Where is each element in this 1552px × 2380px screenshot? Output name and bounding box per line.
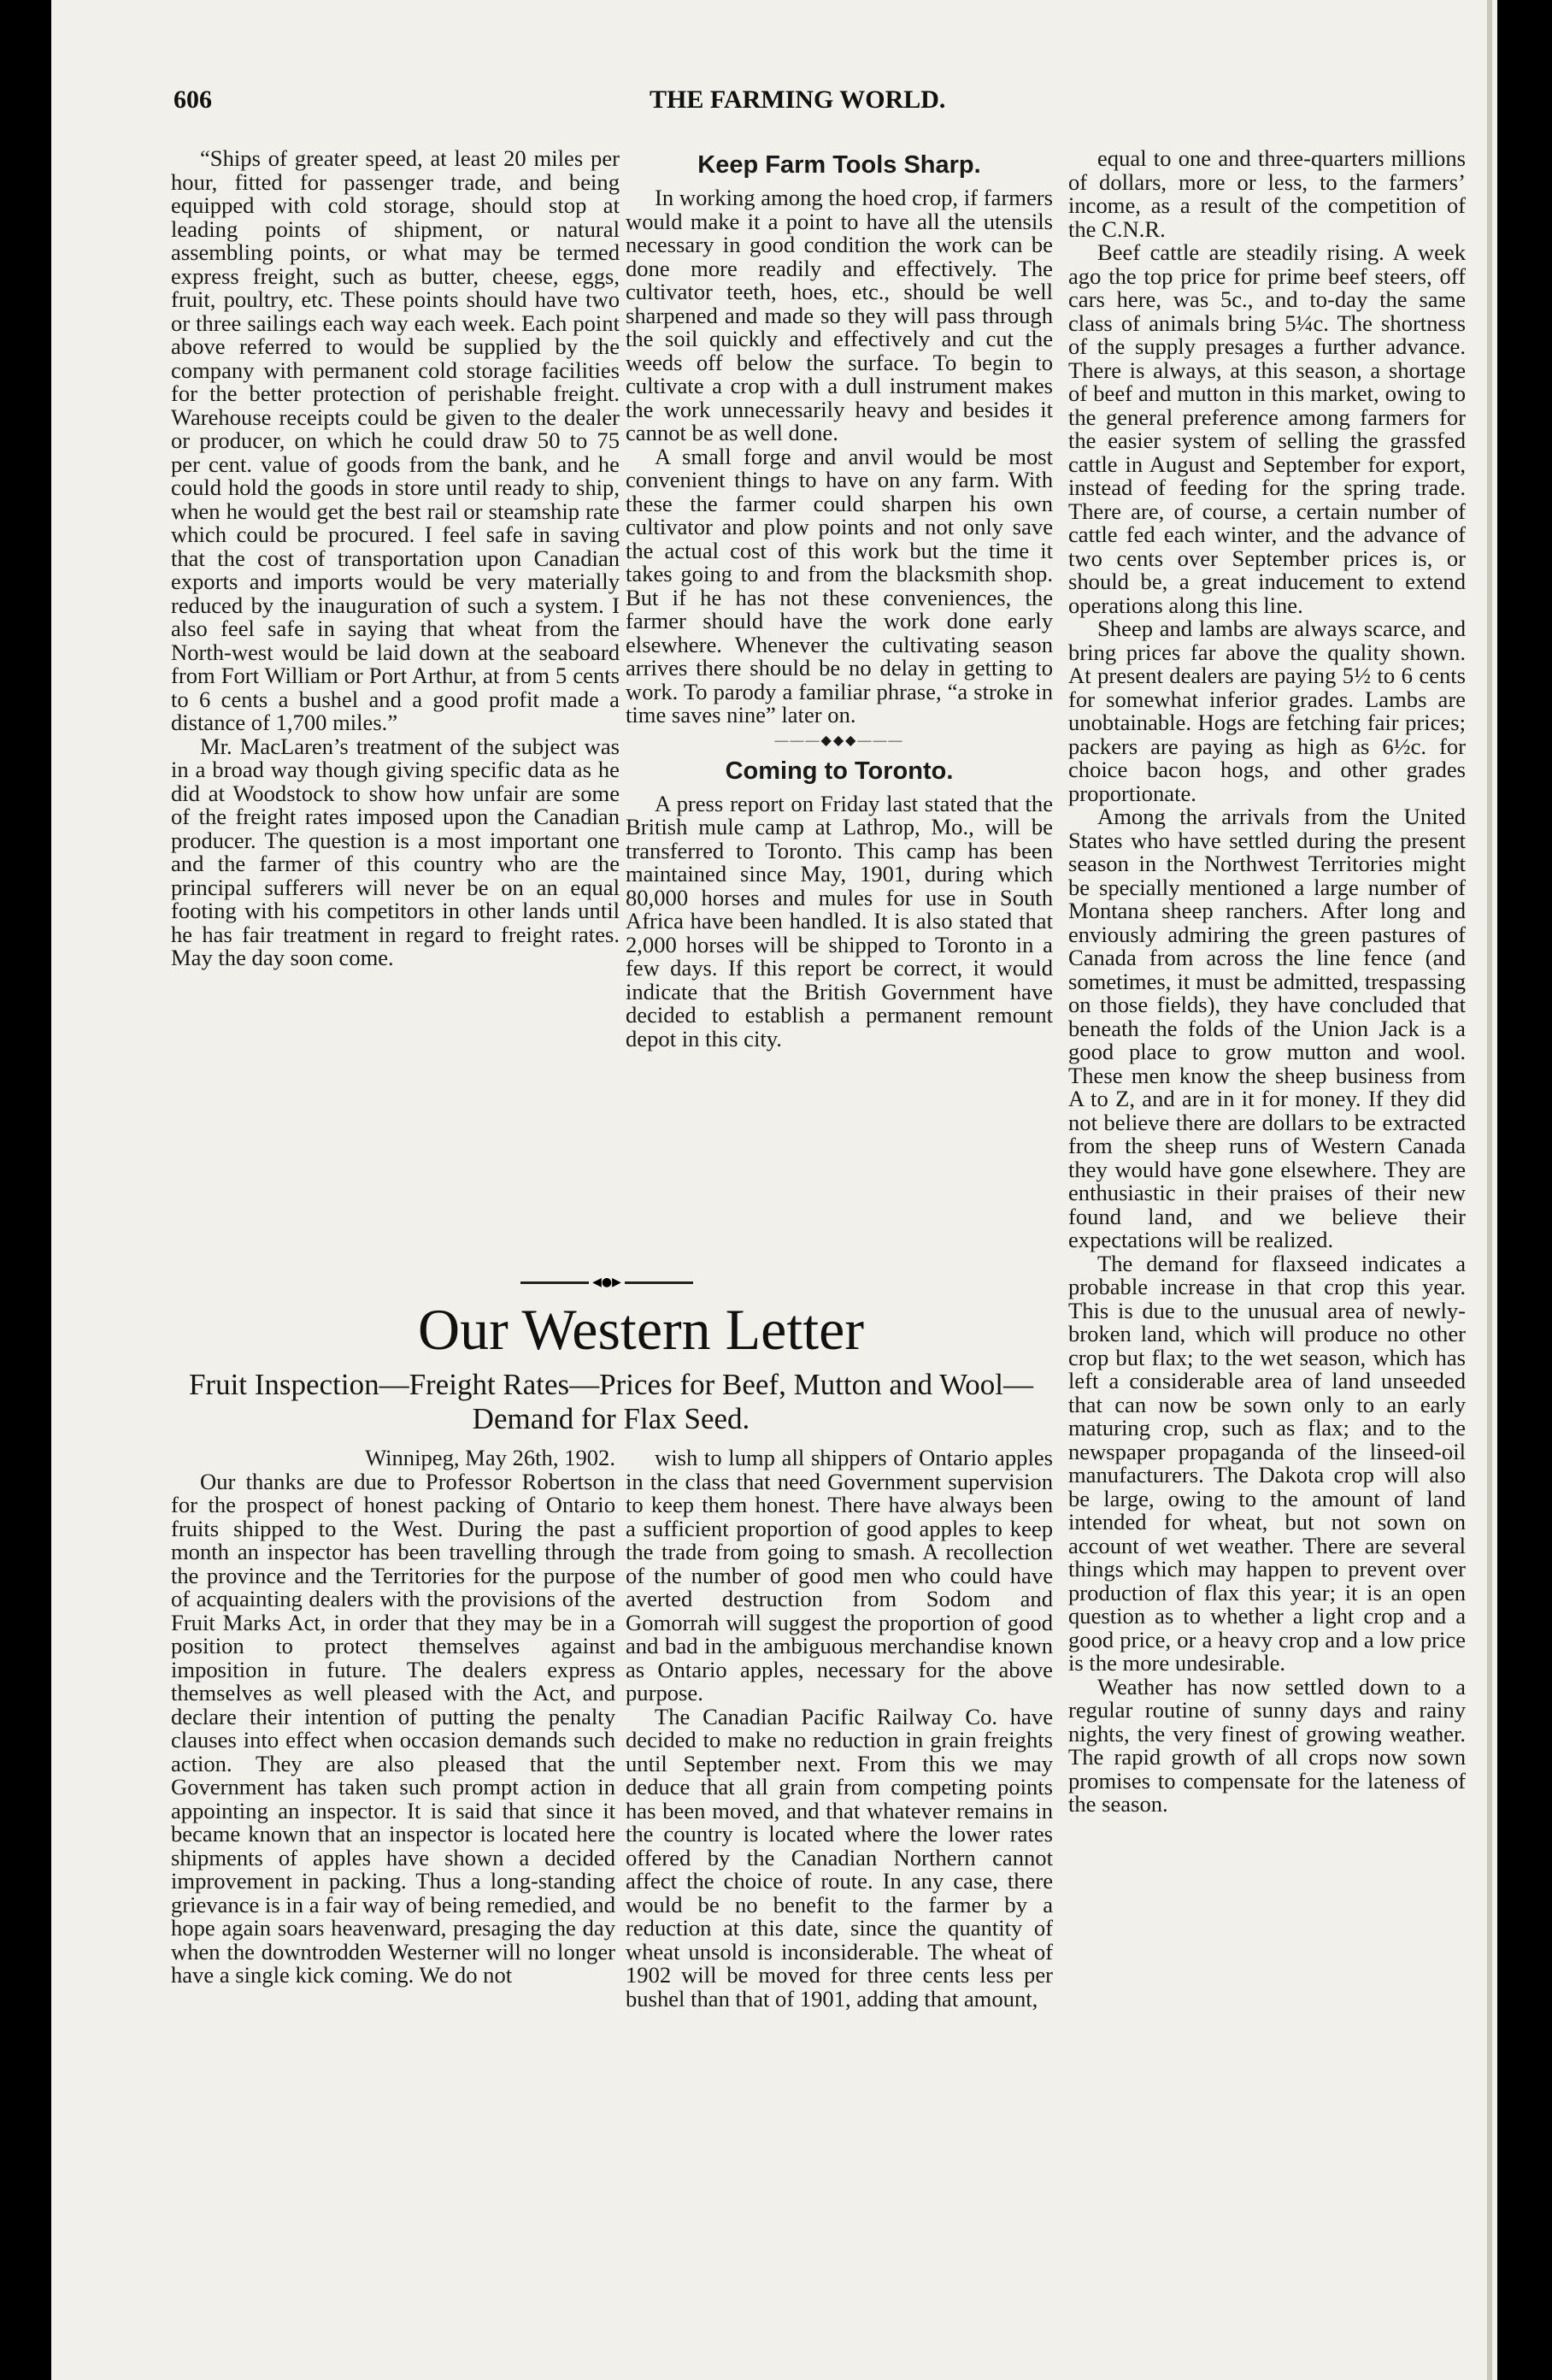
paragraph: equal to one and three-quarters millions of dollars, more or less, to the farmers’ income, as a result of the competition of the C.N.R. <box>1068 145 1466 242</box>
paragraph: Sheep and lambs are always scarce, and bring prices far above the quality shown. At present dealers are paying 5½ to 6 cents for somewhat inferior grades. Lambs are unobtainable. Hogs are fetching fair prices; packers are paying as high as 6½c. for choice bacon hogs, and other grades proportionate. <box>1068 616 1466 806</box>
article-column-1 <box>171 1446 615 1988</box>
paragraph: The demand for flaxseed indicates a probable increase in that crop this year. This is due to the unusual area of newly-broken land, which will produce no other crop but flax; to the wet season, which has left a considerable area of land unseeded that can now be sown only to an early maturing crop, such as flax; and to the newspaper propaganda of the linseed-oil manufacturers. The Dakota crop will also be large, owing to the amount of land intended for wheat, but not sown on account of wet weather. There are several things which may happen to prevent over production of flax this year; it is an open question as to whether a light crop and a good price, or a heavy crop and a low price is the more undesirable. <box>1068 1250 1466 1676</box>
paragraph: “Ships of greater speed, at least 20 miles per hour, fitted for passenger trade, and being equipped with cold storage, should stop at leading points of shipment, or natural assembling points, or what may be termed express freight, such as butter, cheese, eggs, fruit, poultry, etc. These points should have two or three sailings each way each week. Each point above referred to would be supplied by the company with permanent cold storage facilities for the better protection of perishable freight. Warehouse receipts could be given to the dealer or producer, on which he could draw 50 to 75 per cent. value of goods from the bank, and he could hold the goods in store until ready to ship, when he would get the best rail or steamship rate which could be procured. I feel safe in saving that the cost of transportation upon Canadian exports and imports would be very materially reduced by the inauguration of such a system. I also feel safe in saying that wheat from the North-west would be laid down at the seaboard from Fort William or Port Arthur, at from 5 cents to 6 cents a bushel and a good profit made a distance of 1,700 miles.” <box>171 145 620 735</box>
page-number: 606 <box>173 85 212 114</box>
newspaper-page <box>51 0 1497 2380</box>
article-subtitle: Fruit Inspection—Freight Rates—Prices for Beef, Mutton and Wool—Demand for Flax Seed. <box>188 1368 1034 1435</box>
paragraph: Mr. MacLaren’s treatment of the subject was in a broad way though giving specific data as he did at Woodstock to show how unfair are some of the freight rates imposed upon the Canadian producer. The question is a most important one and the farmer of this country who are the principal sufferers will never be on an equal footing with his competitors in other lands until he has fair treatment in regard to freight rates. May the day soon come. <box>171 733 620 970</box>
column-2 <box>626 147 1053 1051</box>
dateline: Winnipeg, May 26th, 1902. <box>365 1445 615 1470</box>
paragraph: Beef cattle are steadily rising. A week ago the top price for prime beef steers, off cars here, was 5c., and to-day the same class of animals bring 5¼c. The shortness of the supply presages a further advance. There is always, at this season, a shortage of beef and mutton in this market, owing to the general preference among farmers for the easier system of selling the grassfed cattle in August and September for export, instead of feeding for the spring trade. There are, of course, a certain number of cattle fed each winter, and the advance of two cents over September prices is, or should be, a great inducement to extend operations along this line. <box>1068 239 1466 618</box>
article-title: Our Western Letter <box>418 1297 864 1362</box>
article-column-2 <box>626 1446 1053 2011</box>
column-3 <box>1068 147 1466 1817</box>
paragraph: Our thanks are due to Professor Robertson for the prospect of honest packing of Ontario fruits shipped to the West. During the past month an inspector has been travelling through the province and the Territories for the purpose of acquainting dealers with the provisions of the Fruit Marks Act, in order that they may be in a position to protect themselves against imposition in future. The dealers express themselves as well pleased with the Act, and declare their intention of putting the penalty clauses into effect when occasion demands such action. They are also pleased that the Government has taken such prompt action in appointing an inspector. It is said that since it became known that an inspector is located here shipments of apples have shown a decided improvement in packing. Thus a long-standing grievance is in a fair way of being remedied, and hope again soars heavenward, presaging the day when the downtrodden Westerner will no longer have a single kick coming. We do not <box>171 1468 615 1988</box>
scan-edge <box>1487 0 1492 2380</box>
heading-keep-farm-tools-sharp: Keep Farm Tools Sharp. <box>697 151 981 179</box>
paragraph: The Canadian Pacific Railway Co. have decided to make no reduction in grain freights until September next. From this we may deduce that all grain from competing points has been moved, and that whatever remains in the country is located where the lower rates offered by the Canadian Northern cannot affect the choice of route. In any case, there would be no benefit to the farmer by a reduction at this date, since the quantity of wheat unsold is inconsiderable. The wheat of 1902 will be moved for three cents less per bushel than that of 1901, adding that amount, <box>626 1703 1053 2012</box>
running-header: THE FARMING WORLD. <box>650 85 946 114</box>
paragraph: A press report on Friday last stated that the British mule camp at Lathrop, Mo., will be transferred to Toronto. This camp has been maintained since May, 1901, during which 80,000 horses and mules for use in South Africa have been handled. It is also stated that 2,000 horses will be shipped to Toronto in a few days. If this report be correct, it would indicate that the British Government have decided to establish a permanent remount depot in this city. <box>626 790 1053 1052</box>
ornament-divider: ———◆◆◆——— <box>774 733 904 748</box>
paragraph: Weather has now settled down to a regular routine of sunny days and rainy nights, the very finest of growing weather. The rapid growth of all crops now sown promises to compensate for the lateness of the season. <box>1068 1673 1466 1817</box>
paragraph: wish to lump all shippers of Ontario apples in the class that need Government supervision to keep them honest. There have always been a sufficient proportion of good apples to keep the trade from going to smash. A recollection of the number of good men who could have averted destruction from Sodom and Gomorrah will suggest the proportion of good and bad in the ambiguous merchandise known as Ontario apples, necessary for the above purpose. <box>626 1445 1053 1705</box>
paragraph: Among the arrivals from the United States who have settled during the present season in the Northwest Territories might be specially mentioned a large number of Montana sheep ranchers. After long and enviously admiring the green pastures of Canada from across the line fence (and sometimes, it must be admitted, trespassing on those fields), they have concluded that beneath the folds of the Union Jack is a good place to grow mutton and wool. These men know the sheep business from A to Z, and are in it for money. If they did not believe there are dollars to be extracted from the sheep runs of Western Canada they would have gone elsewhere. They are enthusiastic in their praises of their new found land, and we believe their expectations will be realized. <box>1068 804 1466 1252</box>
paragraph: In working among the hoed crop, if farmers would make it a point to have all the utensils necessary in good condition the work can be done more readily and effectively. The cultivator teeth, hoes, etc., should be well sharpened and made so they will pass through the soil quickly and effectively and cut the weeds off below the surface. To begin to cultivate a crop with a dull instrument makes the work unnecessarily heavy and besides it cannot be as well done. <box>626 185 1053 445</box>
column-1 <box>171 147 620 970</box>
ornament-rule: ◀●▶ <box>496 1265 718 1299</box>
paragraph: A small forge and anvil would be most convenient things to have on any farm. With these the farmer could sharpen his own cultivator and plow points and not only save the actual cost of this work but the time it takes going to and from the blacksmith shop. But if he has not these conveniences, the farmer should have the work done early elsewhere. Whenever the cultivating season arrives there should be no delay in getting to work. To parody a familiar phrase, “a stroke in time saves nine” later on. <box>626 443 1053 728</box>
heading-coming-to-toronto: Coming to Toronto. <box>725 757 954 785</box>
